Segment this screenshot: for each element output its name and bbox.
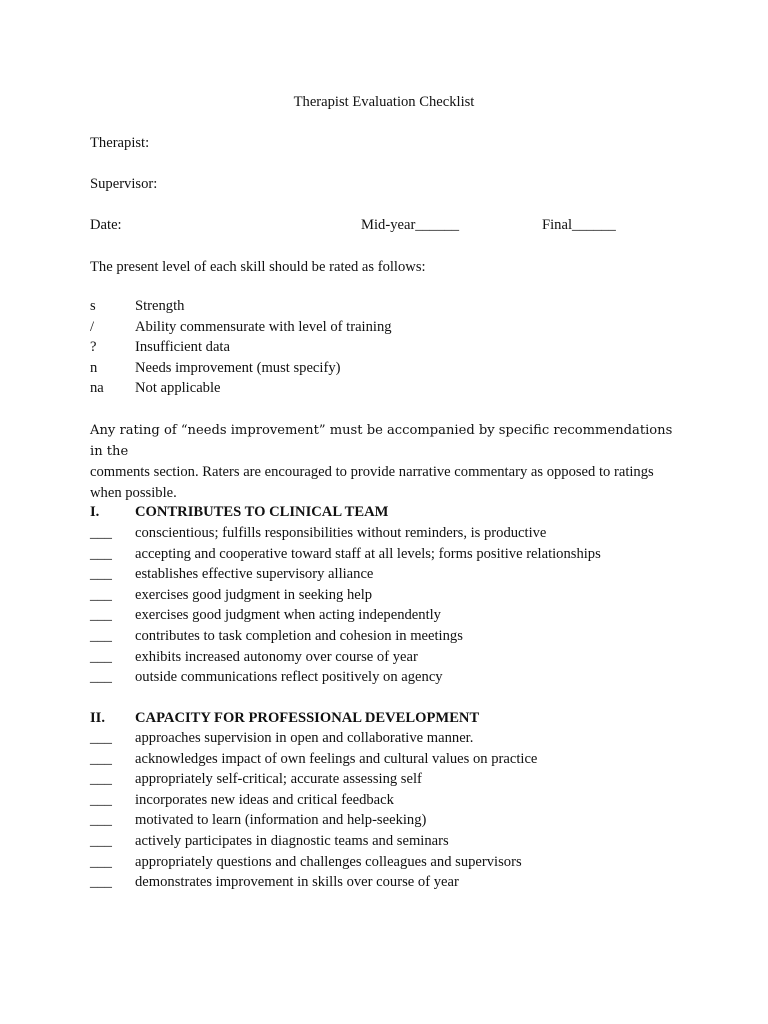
checklist-item-text: appropriately questions and challenges colleagues and supervisors bbox=[135, 853, 522, 870]
rating-blank: ___ bbox=[90, 525, 112, 541]
checklist-item bbox=[90, 853, 690, 874]
rating-scale-row bbox=[90, 318, 690, 339]
rating-meaning: Ability commensurate with level of training bbox=[135, 318, 392, 335]
rating-scale-list bbox=[90, 297, 690, 400]
checklist-item bbox=[90, 811, 690, 832]
checklist-item bbox=[90, 750, 690, 771]
rating-code: s bbox=[90, 298, 96, 314]
section-title: CONTRIBUTES TO CLINICAL TEAM bbox=[135, 504, 389, 520]
midyear-field: Mid-year______ bbox=[361, 217, 460, 233]
note-line: comments section. Raters are encouraged to provide narrative commentary as opposed to ratings bbox=[90, 464, 654, 480]
section-items-list bbox=[90, 729, 690, 894]
rating-scale-row bbox=[90, 379, 690, 400]
note-line: when possible. bbox=[90, 484, 177, 501]
rating-blank: ___ bbox=[90, 607, 112, 624]
checklist-item-text: establishes effective supervisory alliance bbox=[135, 566, 374, 583]
checklist-item-text: exhibits increased autonomy over course of year bbox=[135, 648, 418, 665]
checklist-item-text: exercises good judgment when acting independently bbox=[135, 607, 441, 624]
checklist-item-text: acknowledges impact of own feelings and cultural values on practice bbox=[135, 750, 538, 767]
rating-blank: ___ bbox=[90, 730, 112, 746]
document-title: Therapist Evaluation Checklist bbox=[293, 94, 475, 110]
checklist-item bbox=[90, 606, 690, 627]
checklist-item-text: contributes to task completion and cohesion in meetings bbox=[135, 627, 463, 644]
checklist-item bbox=[90, 729, 690, 750]
rating-code: na bbox=[90, 380, 104, 397]
rating-meaning: Not applicable bbox=[135, 380, 221, 397]
rating-intro: The present level of each skill should be rated as follows: bbox=[90, 259, 426, 275]
note-line: Any rating of “needs improvement” must be accompanied by specific recommendations in the bbox=[90, 423, 673, 459]
rating-scale-row bbox=[90, 297, 690, 318]
checklist-item bbox=[90, 627, 690, 648]
rating-code: / bbox=[90, 318, 95, 335]
checklist-item-text: motivated to learn (information and help-seeking) bbox=[135, 812, 427, 829]
rating-blank: ___ bbox=[90, 627, 112, 644]
checklist-item bbox=[90, 873, 690, 894]
rating-blank: ___ bbox=[90, 853, 112, 870]
supervisor-field-label: Supervisor: bbox=[90, 176, 158, 192]
checklist-item-text: outside communications reflect positively on agency bbox=[135, 669, 443, 686]
checklist-item bbox=[90, 648, 690, 669]
checklist-item bbox=[90, 668, 690, 689]
rating-blank: ___ bbox=[90, 874, 112, 891]
rating-blank: ___ bbox=[90, 832, 112, 849]
rating-blank: ___ bbox=[90, 545, 112, 562]
checklist-item-text: accepting and cooperative toward staff at all levels; forms positive relationships bbox=[135, 545, 601, 562]
checklist-item-text: demonstrates improvement in skills over course of year bbox=[135, 874, 459, 891]
rating-blank: ___ bbox=[90, 750, 112, 767]
checklist-item bbox=[90, 832, 690, 853]
checklist-item-text: actively participates in diagnostic teams and seminars bbox=[135, 832, 449, 849]
checklist-item-text: exercises good judgment in seeking help bbox=[135, 586, 373, 603]
final-field: Final______ bbox=[542, 217, 616, 233]
checklist-item-text: appropriately self-critical; accurate assessing self bbox=[135, 771, 422, 788]
rating-blank: ___ bbox=[90, 771, 112, 788]
section-number: II. bbox=[90, 710, 106, 726]
rating-blank: ___ bbox=[90, 586, 112, 603]
rating-blank: ___ bbox=[90, 669, 112, 686]
checklist-item-text: incorporates new ideas and critical feedback bbox=[135, 791, 394, 808]
rating-blank: ___ bbox=[90, 648, 112, 665]
therapist-field-label: Therapist: bbox=[90, 135, 150, 151]
rating-code: ? bbox=[90, 339, 97, 356]
rating-code: n bbox=[90, 359, 98, 376]
section-heading bbox=[90, 709, 690, 729]
checklist-item-text: approaches supervision in open and collaborative manner. bbox=[135, 730, 474, 746]
checklist-item bbox=[90, 791, 690, 812]
checklist-item bbox=[90, 524, 690, 545]
section-items-list bbox=[90, 524, 690, 689]
checklist-item bbox=[90, 770, 690, 791]
section-number: I. bbox=[90, 504, 100, 520]
rating-scale-row bbox=[90, 338, 690, 359]
checklist-item bbox=[90, 565, 690, 586]
rating-meaning: Insufficient data bbox=[135, 339, 230, 356]
section-heading bbox=[90, 503, 690, 523]
rating-blank: ___ bbox=[90, 812, 112, 829]
rating-scale-row bbox=[90, 359, 690, 380]
checklist-item bbox=[90, 586, 690, 607]
needs-improvement-note bbox=[90, 421, 680, 503]
rating-meaning: Needs improvement (must specify) bbox=[135, 359, 341, 376]
section-title: CAPACITY FOR PROFESSIONAL DEVELOPMENT bbox=[135, 710, 480, 726]
rating-blank: ___ bbox=[90, 566, 112, 583]
rating-meaning: Strength bbox=[135, 298, 185, 314]
checklist-item-text: conscientious; fulfills responsibilities without reminders, is productive bbox=[135, 525, 547, 541]
rating-blank: ___ bbox=[90, 791, 112, 808]
date-field-label: Date: bbox=[90, 217, 122, 233]
checklist-item bbox=[90, 545, 690, 566]
